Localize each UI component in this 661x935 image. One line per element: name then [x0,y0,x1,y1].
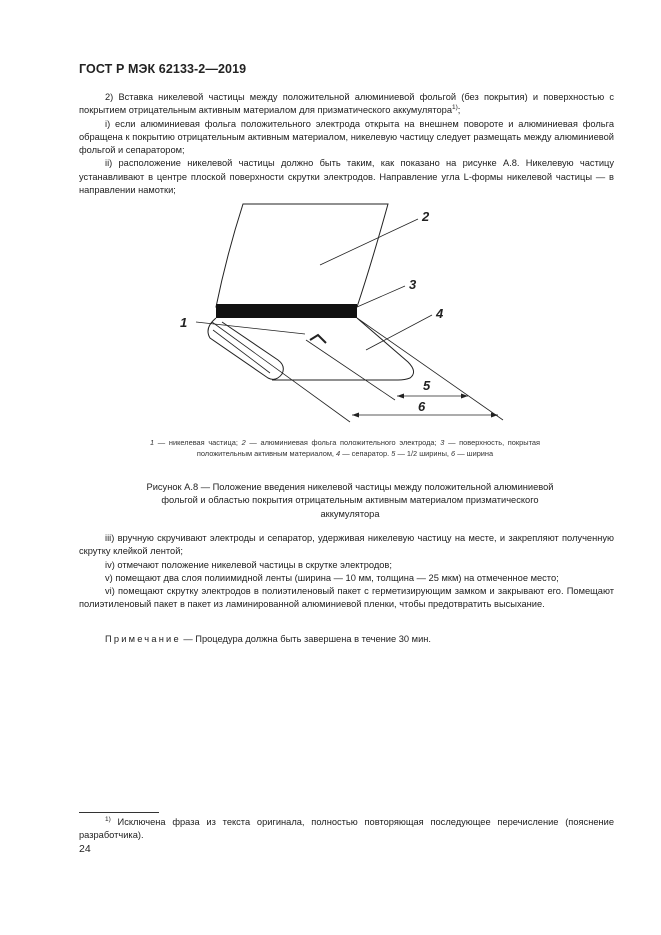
figure-label-5: 5 [423,378,431,393]
leader-line-4 [366,315,432,350]
step-iv: iv) отмечают положение никелевой частицы в скрутке электродов; [105,559,392,570]
legend-text: — поверхность, покрытая положительным активным материалом, [196,438,540,459]
step-iii: iii) вручную скручивают электроды и сепаратор, удерживая никелевую частицу на месте, и закрепляют полученную скрутку клейкой лентой; [79,533,614,557]
dimension-extension-right [357,318,503,420]
legend-number: 4 [336,449,341,459]
figure-caption: Рисунок А.8 — Положение введения никелевой частицы между положительной алюминиевой фольгой и областью покрытия отрицательным активным материалом призматического аккумулятора [146,482,554,519]
paragraph-item-i: i) если алюминиевая фольга положительного электрода открыта на внешнем повороте и алюминиевая фольга обращена к покрытию отрицательным активным материалом, никелевую частицу следует размещать между алюминиевой фольгой и сепаратором; [79,118,614,156]
leader-line-1 [196,322,305,334]
footnote [79,816,614,843]
paragraph-text: 2) Вставка никелевой частицы между положительной алюминиевой фольгой (без покрытия) и поверхностью с покрытием отрицательным активным материалом для призматического аккумулятора [79,92,614,116]
footnote-marker: 1) [105,816,111,823]
step-vi: vi) помещают скрутку электродов в полиэтиленовый пакет с герметизирующим замком и закрывают его. Помещают полиэтиленовый пакет в пакет из ламинированной алюминиевой пленки, чтобы предотвратить высыхание. [79,586,614,610]
dimension-extension-left [212,322,350,422]
legend-text: — алюминиевая фольга положительного электрода; [245,438,441,447]
figure-label-1: 1 [180,315,188,330]
leader-line-2 [320,219,418,265]
arrowhead [397,394,404,399]
legend-text: — ширина [455,449,494,459]
legend-text: — сепаратор. [340,449,392,459]
legend-number: 5 [391,449,396,459]
legend-text: — 1/2 ширины, [395,449,452,459]
arrowhead [491,413,498,418]
note [79,633,614,646]
dimension-extension-center [306,340,395,400]
legend-number: 3 [440,438,445,447]
footnote-divider [79,812,159,813]
roll-edge-line [213,330,270,373]
paragraph-item-ii: ii) расположение никелевой частицы должно быть таким, как показано на рисунке А.8. Никелевую частицу устанавливают в центре плоской поверхности скрутки электродов. Направление угла L-формы никелевой частицы — в направлении намотки; [79,158,614,196]
coated-strip [216,304,357,318]
document-header: ГОСТ Р МЭК 62133-2—2019 [79,62,247,76]
page-number: 24 [79,843,91,855]
figure-label-6: 6 [418,399,426,414]
note-label: Примечание [105,634,181,644]
note-text: — Процедура должна быть завершена в течение 30 мин. [180,634,431,644]
legend-text: — никелевая частица; [154,438,242,447]
separator-sheet [272,318,414,380]
nickel-particle [310,335,326,343]
footnote-ref: 1) [452,104,458,112]
figure-label-3: 3 [409,277,417,292]
step-v: v) помещают два слоя полиимидной ленты (ширина — 10 мм, толщина — 25 мкм) на отмеченное место; [105,572,559,583]
figure-label-2: 2 [422,209,430,224]
legend-number: 1 [150,438,155,447]
figure-label-4: 4 [436,306,444,321]
figure-legend [150,437,540,460]
leader-line-3 [357,286,405,307]
arrowhead [352,413,359,418]
aluminium-foil-sheet [216,204,388,307]
legend-number: 6 [451,449,456,459]
arrowhead [461,394,468,399]
paragraph-text-end: ; [457,105,461,116]
procedure-steps [79,532,614,612]
footnote-text: Исключена фраза из текста оригинала, полностью повторяющая последующее перечисление (пояснение разработчика). [79,817,614,841]
legend-number: 2 [241,438,246,447]
